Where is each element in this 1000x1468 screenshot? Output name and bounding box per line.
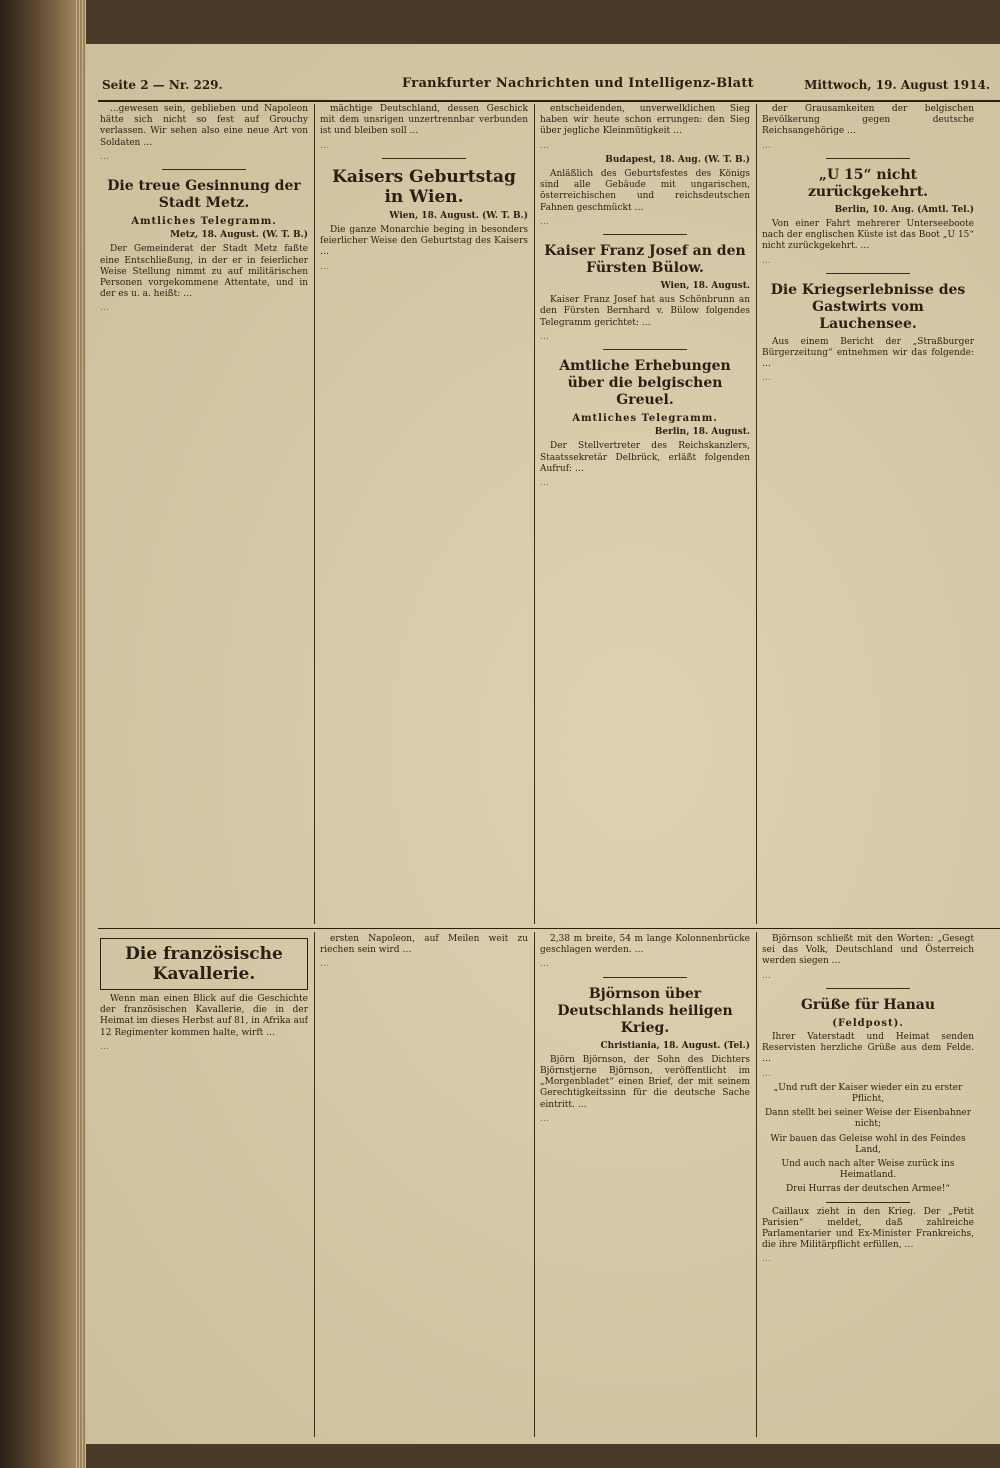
- verse-line: Und auch nach alter Weise zurück ins Heimatland.: [781, 1159, 955, 1181]
- omitted-text-marker: …: [320, 140, 329, 151]
- newspaper-title: Frankfurter Nachrichten und Intelligenz-Blatt: [402, 76, 754, 91]
- omitted-text-marker: …: [762, 1254, 771, 1265]
- omitted-text-marker: …: [320, 261, 329, 272]
- lower-column-2: [320, 934, 528, 1439]
- verse-line: Wir bauen das Geleise wohl in des Feindes Land,: [770, 1133, 966, 1155]
- omitted-text-marker: …: [540, 478, 549, 489]
- dateline: Wien, 18. August.: [660, 281, 750, 292]
- article-text: ersten Napoleon, auf Meilen weit zu riechen sein wird …: [320, 934, 528, 956]
- masthead: [102, 74, 1000, 98]
- headline-u15: „U 15“ nicht zurückgekehrt.: [807, 166, 929, 200]
- lower-column-4: [762, 934, 974, 1439]
- omitted-text-marker: …: [762, 1068, 771, 1079]
- page-number: Seite 2 — Nr. 229.: [102, 78, 223, 92]
- column-divider: [534, 104, 535, 924]
- headline-belgian-atrocities: Amtliche Erhebungen über die belgischen Greuel.: [559, 358, 731, 409]
- headline-cavalry: Die französische Kavallerie.: [125, 944, 283, 984]
- headline-bjornson: Björnson über Deutschlands heiligen Krieg.: [557, 985, 733, 1036]
- dateline: Berlin, 10. Aug. (Amtl. Tel.): [834, 204, 974, 215]
- omitted-text-marker: …: [762, 970, 771, 981]
- article-text: ...gewesen sein, geblieben und Napoleon hätte sich nicht so fest auf Grouchy verlassen. Wir sehen also eine neue Art von Soldaten …: [100, 104, 308, 148]
- omitted-text-marker: …: [540, 331, 549, 342]
- article-text: mächtige Deutschland, dessen Geschick mit dem unsrigen unzertrennbar verbunden ist und bleiben soll …: [320, 104, 528, 137]
- book-binding: [0, 0, 86, 1468]
- article-text: Der Gemeinderat der Stadt Metz faßte eine Entschließung, in der er in feierlicher Weise Stellung nimmt zu auf militärischen Personen vorgekommene Attentate, und in der es u. a. heißt: …: [100, 244, 308, 300]
- headline-bulow: Kaiser Franz Josef an den Fürsten Bülow.: [544, 243, 746, 277]
- article-text: Ihrer Vaterstadt und Heimat senden Reservisten herzliche Grüße aus dem Felde. …: [762, 1032, 974, 1065]
- column-divider: [756, 104, 757, 924]
- article-text: Anläßlich des Geburtsfestes des Königs sind alle Gebäude mit ungarischen, österreichischen und reichsdeutschen Fahnen geschmückt …: [540, 169, 750, 213]
- issue-date: Mittwoch, 19. August 1914.: [804, 78, 990, 92]
- article-text: der Grausamkeiten der belgischen Bevölkerung gegen deutsche Reichsangehörige …: [762, 104, 974, 137]
- omitted-text-marker: …: [540, 959, 549, 970]
- omitted-text-marker: …: [762, 255, 771, 266]
- article-text: Von einer Fahrt mehrerer Unterseeboote nach der englischen Küste ist das Boot „U 15“ nicht zurückgekehrt. …: [762, 219, 974, 252]
- dateline: Christiania, 18. August. (Tel.): [600, 1040, 750, 1051]
- omitted-text-marker: …: [762, 140, 771, 151]
- article-text: Björnson schließt mit den Worten: „Gesegt sei das Volk, Deutschland und Österreich werden siegen …: [762, 934, 974, 967]
- headline-hanau: Grüße für Hanau: [800, 996, 936, 1013]
- section-rule: [98, 928, 1000, 929]
- headline-box: [100, 938, 308, 990]
- article-text: Die ganze Monarchie beging in besonders feierlicher Weise den Geburtstag des Kaisers …: [320, 225, 528, 258]
- dateline: Wien, 18. August. (W. T. B.): [389, 210, 528, 221]
- verse-line: „Und ruft der Kaiser wieder ein zu erster Pflicht,: [773, 1082, 963, 1105]
- lower-column-3: [540, 934, 750, 1439]
- omitted-text-marker: …: [320, 959, 329, 970]
- column-4: [762, 104, 974, 924]
- subheadline: (Feldpost).: [832, 1017, 904, 1029]
- omitted-text-marker: …: [540, 140, 549, 151]
- headline-lauchensee: Die Kriegserlebnisse des Gastwirts vom Lauchensee.: [770, 281, 966, 332]
- headline-wien: Kaisers Geburtstag in Wien.: [332, 166, 516, 207]
- omitted-text-marker: …: [762, 373, 771, 384]
- newspaper-page: [86, 44, 1000, 1444]
- column-divider: [314, 932, 315, 1437]
- dateline: Berlin, 18. August.: [654, 427, 750, 438]
- article-text: Caillaux zieht in den Krieg. Der „Petit Parisien“ meldet, daß zahlreiche Parlamentarier und Ex-Minister Frankreichs, die ihre Militärpflicht erfüllen, …: [762, 1206, 974, 1251]
- dateline: Budapest, 18. Aug. (W. T. B.): [605, 154, 750, 165]
- subheadline: Amtliches Telegramm.: [131, 216, 277, 228]
- column-2: [320, 104, 528, 924]
- omitted-text-marker: …: [100, 1041, 109, 1052]
- article-text: Aus einem Bericht der „Straßburger Bürgerzeitung“ entnehmen wir das folgende: …: [762, 336, 974, 370]
- omitted-text-marker: …: [540, 1113, 549, 1124]
- article-text: Der Stellvertreter des Reichskanzlers, Staatssekretär Delbrück, erläßt folgenden Aufruf: …: [540, 441, 750, 474]
- omitted-text-marker: …: [100, 151, 109, 162]
- lower-column-1: [100, 934, 308, 1439]
- header-rule: [98, 100, 1000, 102]
- article-text: Kaiser Franz Josef hat aus Schönbrunn an den Fürsten Bernhard v. Bülow folgendes Telegramm gerichtet: …: [540, 295, 750, 328]
- column-3: [540, 104, 750, 924]
- omitted-text-marker: …: [540, 216, 549, 227]
- column-divider: [756, 932, 757, 1437]
- omitted-text-marker: …: [100, 303, 109, 314]
- column-divider: [314, 104, 315, 924]
- verse-line: Dann stellt bei seiner Weise der Eisenbahner nicht;: [764, 1108, 972, 1130]
- article-text: Björn Björnson, der Sohn des Dichters Björnstjerne Björnson, veröffentlicht im „Morgenbladet“ einen Brief, der mit seinem Gerechtigkeitssinn für die deutsche Sache eintritt. …: [540, 1054, 750, 1110]
- article-text: entscheidenden, unverwelklichen Sieg haben wir heute schon errungen: den Sieg über jegliche Kleinmütigkeit …: [540, 104, 750, 137]
- dateline: Metz, 18. August. (W. T. B.): [170, 230, 308, 241]
- article-text: 2,38 m breite, 54 m lange Kolonnenbrücke geschlagen werden. …: [540, 934, 750, 956]
- subheadline: Amtliches Telegramm.: [572, 413, 718, 425]
- article-text: Wenn man einen Blick auf die Geschichte der französischen Kavallerie, die in der Heimat im dieses Herbst auf 81, in Afrika auf 12 Regimenter kommen halte, wirft …: [100, 994, 308, 1038]
- column-1: [100, 104, 308, 924]
- headline-metz: Die treue Gesinnung der Stadt Metz.: [107, 178, 301, 212]
- verse-line: Drei Hurras der deutschen Armee!“: [785, 1184, 951, 1195]
- column-divider: [534, 932, 535, 1437]
